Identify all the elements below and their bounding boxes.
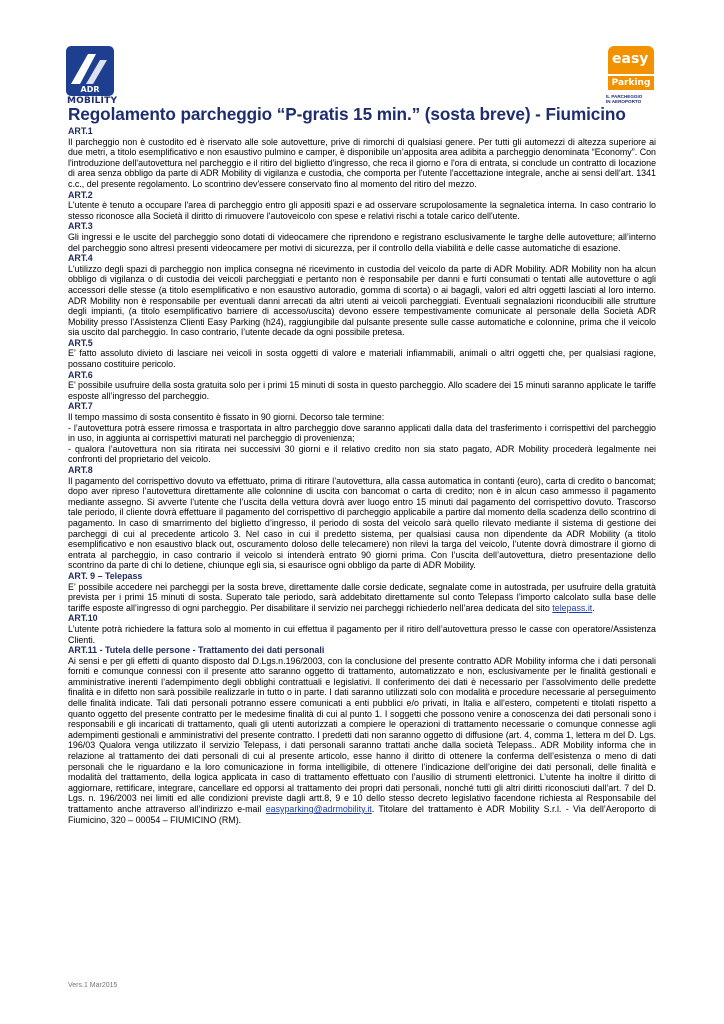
article-paragraph: - l’autovettura potrà essere rimossa e trasportata in altro parcheggio dove saranno applicati dalla data del trasferimento i corrispettivi del parcheggio in uso, in aggiunta ai corrispettivi maturati nel parcheggio di provenienza;	[68, 422, 656, 444]
document-title: Regolamento parcheggio “P-gratis 15 min.” (sosta breve) - Fiumicino	[68, 104, 626, 124]
document-body	[68, 126, 656, 825]
parking-logo-word: Parking	[608, 76, 654, 90]
article-heading: ART.11 - Tutela delle persone - Trattamento dei dati personali	[68, 645, 325, 656]
article-paragraph: Il parcheggio non è custodito ed è riservato alle sole autovetture, prive di rimorchi di qualsiasi genere. Per tutti gli automezzi di altezza superiore ai due metri, a titolo esemplificativo e non esaustivo pulmino e camper, è disponibile un’apposita area adibita a parcheggio denominata “Economy”. Con l'introduzione dell'autovettura nel parcheggio e il ritiro del biglietto d'ingresso, che reca il giorno e l'ora di entrata, si conclude un contratto di locazione di area senza obbligo da parte di ADR Mobility di vigilanza e custodia, che comporta per l'utente l'accettazione integrale, anche ai sensi dell’art. 1341 c.c., del presente regolamento. Lo scontrino dev'essere conservato fino al momento del ritiro del mezzo.	[68, 136, 656, 189]
article-heading: ART. 9 – Telepass	[68, 570, 143, 581]
article-paragraph: E’ possibile accedere nei parcheggi per la sosta breve, direttamente dalle corsie dedicate, segnalate come in autostrada, per usufruire della gratuità prevista per i primi 15 minuti di sosta. Superato tale periodo, sarà addebitato direttamente sul conto Telepass l’importo calcolato sulla base delle tariffe esposte all’ingresso di ogni parcheggio. Per disabilitare il servizio nei parcheggi richiederlo nell’area dedicata del sito telepass.it.	[68, 581, 656, 613]
article-heading: ART.8	[68, 465, 93, 475]
easy-logo-word: easy	[612, 51, 649, 67]
article-paragraph: - qualora l’autovettura non sia ritirata nei successivi 30 giorni e il relativo credito non sia stato pagato, ADR Mobility procederà legalmente nei confronti del proprietario del veicolo.	[68, 443, 656, 465]
article-heading: ART.1	[68, 126, 93, 136]
article-heading: ART.2	[68, 189, 93, 200]
article-heading: ART.6	[68, 369, 93, 380]
article-heading: ART.7	[68, 401, 93, 412]
article-heading: ART.10	[68, 613, 98, 624]
article-paragraph: L’utente potrà richiedere la fattura solo al momento in cui effettua il pagamento per il ritiro dell’autovettura presso le casse con operatore/Assistenza Clienti.	[68, 623, 656, 645]
article-heading: ART.4	[68, 253, 93, 264]
article-paragraph: Gli ingressi e le uscite del parcheggio sono dotati di videocamere che riprendono e registrano esclusivamente le targhe delle autovetture; all’interno del parcheggio sono altresì presenti videocamere per motivi di sicurezza, per il controllo della viabilità e delle casse automatiche di esazione.	[68, 231, 656, 253]
article-paragraph: L'utente è tenuto a occupare l'area di parcheggio entro gli appositi spazi e ad osservare scrupolosamente la segnaletica interna. In caso contrario lo stesso riconosce alla Società il diritto di rimuovere l'autoveicolo con spese e relativi rischi a totale carico dell'utente.	[68, 200, 656, 221]
article-paragraph: E’ possibile usufruire della sosta gratuita solo per i primi 15 minuti di sosta in questo parcheggio. Allo scadere dei 15 minuti saranno applicate le tariffe esposte all’ingresso del parcheggio.	[68, 380, 656, 401]
article-link[interactable]: easyparking@adrmobility.it	[265, 804, 372, 814]
article-paragraph: Ai sensi e per gli effetti di quanto disposto dal D.Lgs.n.196/2003, con la conclusione del presente contratto ADR Mobility informa che i dati personali forniti e comunque connessi con il presente atto saranno oggetto di trattamento, automatizzato e non, esclusivamente per le finalità gestionali e amministrative inerenti l’adempimento degli obblighi contrattuali e legislativi. Il conferimento dei dati è necessario per l’assolvimento delle predette finalità e in difetto non sarà possibile realizzarle in tutto o in parte. I dati saranno utilizzati solo con modalità e procedure necessarie al perseguimento delle finalità indicate. Tali dati personali potranno essere comunicati a enti pubblici e/o privati, in Italia e all’estero, competenti e titolati rispetto a quanto oggetto del presente contratto per le medesime finalità di cui al punto 1. I soggetti che possono venire a conoscenza dei dati personali sono i responsabili e gli incaricati di trattamento, quali gli utenti autorizzati a compiere le operazioni di trattamento necessarie o comunque connesse agli adempimenti gestionali e amministrativi del presente contratto. I predetti dati non saranno oggetto di diffusione (art. 4, comma 1, lettera m del D. Lgs. 196/03 Qualora venga utilizzato il servizio Telepass, i dati personali saranno trattati anche dalla società Telepass.. ADR Mobility informa che in relazione al trattamento dei dati personali di cui al presente articolo, esse hanno il diritto di ottenere la conferma dell’esistenza o meno di dati personali che le riguardano e la loro comunicazione in forma intelligibile, di ottenere l’indicazione dell’origine dei dati personali, delle finalità e modalità del trattamento, della logica applicata in caso di trattamento effettuato con l’ausilio di strumenti elettronici. L’utente ha inoltre il diritto di aggiornare, rettificare, integrare, cancellare ed opporsi al trattamento dei propri dati personali, nonché tutti gli altri diritti riconosciuti dall’art. 7 del D. Lgs. n. 196/2003 nei limiti ed alle condizioni previste dagli artt.8, 9 e 10 dello stesso decreto legislativo facendone richiesta al Responsabile del trattamento anche attraverso all’indirizzo e-mail easyparking@adrmobility.it. Titolare del trattamento è ADR Mobility S.r.l. - Via dell’Aeroporto di Fiumicino, 320 – 00054 – FIUMICINO (RM).	[68, 655, 656, 825]
article-paragraph: Il pagamento del corrispettivo dovuto va effettuato, prima di ritirare l’autovettura, alla cassa automatica in contanti (euro), carta di credito o bancomat; dopo aver ripreso l’autovettura direttamente alle colonnine di uscita con bancomat o carta di credito; non è in alcun caso ammesso il pagamento mediante assegno. Si avverte l’utente che l’uscita della vettura dovrà aver luogo entro 15 minuti dal pagamento del corrispettivo dovuto. Trascorso tale periodo, il cliente dovrà effettuare il pagamento del corrispettivo di parcheggio applicabile a partire dal momento della scadenza dello scontrino di pagamento. In caso di smarrimento del biglietto d’ingresso, il periodo di sosta del veicolo sarà quello rilevato mediante il sistema di gestione dei parcheggi di cui al precedente articolo 3. Nel caso in cui il predetto sistema, per qualsiasi causa non dipendente da ADR Mobility (a titolo esemplificativo e non esaustivo black out, oscuramento doloso delle telecamere) non rilevi la targa del veicolo, l’utente dovrà dimostrare il giorno di entrata al parcheggio, in caso contrario il veicolo si intenderà entrato 90 giorni prima. Con l’uscita dell’autovettura, dietro presentazione dello scontrino da parte di chi lo detiene, chiunque egli sia, si esaurisce ogni obbligo da parte di ADR Mobility.	[68, 475, 656, 571]
article-link[interactable]: telepass.it	[552, 602, 593, 613]
easy-parking-logo	[608, 46, 654, 100]
article-heading: ART.3	[68, 221, 93, 232]
article-heading: ART.5	[68, 337, 93, 348]
article-paragraph: L'utilizzo degli spazi di parcheggio non implica consegna né ricevimento in custodia del veicolo da parte di ADR Mobility. ADR Mobility non ha alcun obbligo di vigilanza o di custodia dei veicoli parcheggiati e pertanto non è responsabile per danni e furti consumati o tentati alle autovetture o agli accessori delle stesse (a titolo esemplificativo e non esaustivo autoradio, gomma di scorta) o ai bagagli, valori ed altri oggetti lasciati al loro interno. ADR Mobility non è responsabile per eventuali danni arrecati da altri utenti ai veicoli parcheggiati. Eventuali segnalazioni riconducibili alle strutture degli impianti, (a titolo esemplificativo barriere di accesso/uscita) devono essere tempestivamente comunicate al personale della Società ADR Mobility presso l’Assistenza Clienti Easy Parking (h24), raggiungibile dal pulsante presente sulle casse automatiche e colonnine, prima che il veicolo sia uscito dal parcheggio. In caso contrario, l’utente decade da ogni possibile pretesa.	[68, 263, 656, 338]
footer-version: Vers.1 Mar2015	[68, 982, 118, 989]
easy-logo-subtitle: IL PARCHEGGIO IN AEROPORTO	[606, 94, 643, 105]
adr-logo-text: MOBILITY	[67, 96, 118, 106]
article-paragraph: Il tempo massimo di sosta consentito è fissato in 90 giorni. Decorso tale termine:	[68, 412, 385, 423]
svg-text:ADR: ADR	[80, 85, 100, 94]
article-paragraph: E’ fatto assoluto divieto di lasciare nei veicoli in sosta oggetti di valore e materiali infiammabili, animali o altri oggetti che, per qualsiasi ragione, possano costituire pericolo.	[68, 348, 656, 370]
